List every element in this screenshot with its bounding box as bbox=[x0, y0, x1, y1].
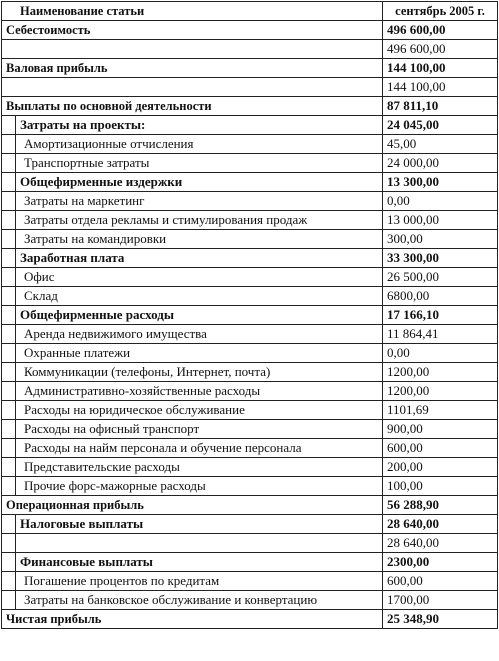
row-value: 87 811,10 bbox=[383, 97, 498, 116]
row-name: Заработная плата bbox=[16, 249, 383, 268]
column-header-name: Наименование статьи bbox=[2, 2, 383, 21]
row-name: Общефирменные издержки bbox=[16, 173, 383, 192]
row-indent bbox=[2, 515, 16, 534]
row-value: 1200,00 bbox=[383, 363, 498, 382]
row-indent bbox=[2, 192, 16, 211]
row-value: 144 100,00 bbox=[383, 59, 498, 78]
table-header-row bbox=[2, 2, 498, 21]
table-row bbox=[2, 420, 498, 439]
row-name: Расходы на офисный транспорт bbox=[16, 420, 383, 439]
table-row bbox=[2, 135, 498, 154]
row-indent bbox=[2, 591, 16, 610]
row-name: Амортизационные отчисления bbox=[16, 135, 383, 154]
budget-table bbox=[1, 1, 498, 629]
row-value: 0,00 bbox=[383, 192, 498, 211]
row-indent bbox=[2, 325, 16, 344]
row-value: 33 300,00 bbox=[383, 249, 498, 268]
table-row bbox=[2, 78, 498, 97]
row-value: 600,00 bbox=[383, 439, 498, 458]
row-indent bbox=[2, 534, 16, 553]
row-value: 1200,00 bbox=[383, 382, 498, 401]
row-value: 45,00 bbox=[383, 135, 498, 154]
row-indent bbox=[2, 572, 16, 591]
row-indent bbox=[2, 458, 16, 477]
table-row bbox=[2, 268, 498, 287]
table-row bbox=[2, 363, 498, 382]
row-value: 2300,00 bbox=[383, 553, 498, 572]
row-name: Офис bbox=[16, 268, 383, 287]
row-name: Аренда недвижимого имущества bbox=[16, 325, 383, 344]
row-name: Административно-хозяйственные расходы bbox=[16, 382, 383, 401]
table-row bbox=[2, 496, 498, 515]
row-name: Операционная прибыль bbox=[2, 496, 383, 515]
table-row bbox=[2, 173, 498, 192]
table-row bbox=[2, 439, 498, 458]
row-value: 13 000,00 bbox=[383, 211, 498, 230]
row-value: 300,00 bbox=[383, 230, 498, 249]
row-name: Затраты отдела рекламы и стимулирования продаж bbox=[16, 211, 383, 230]
row-indent bbox=[2, 230, 16, 249]
row-indent bbox=[2, 154, 16, 173]
table-row bbox=[2, 230, 498, 249]
row-name bbox=[16, 534, 383, 553]
row-value: 1700,00 bbox=[383, 591, 498, 610]
row-name: Прочие форс-мажорные расходы bbox=[16, 477, 383, 496]
row-name bbox=[2, 40, 383, 59]
table-row bbox=[2, 249, 498, 268]
row-indent bbox=[2, 116, 16, 135]
table-row bbox=[2, 40, 498, 59]
table-row bbox=[2, 382, 498, 401]
row-indent bbox=[2, 306, 16, 325]
table-row bbox=[2, 325, 498, 344]
row-value: 25 348,90 bbox=[383, 610, 498, 629]
row-name: Расходы на найм персонала и обучение персонала bbox=[16, 439, 383, 458]
row-name: Затраты на банковское обслуживание и конвертацию bbox=[16, 591, 383, 610]
table-row bbox=[2, 97, 498, 116]
row-indent bbox=[2, 382, 16, 401]
row-name: Чистая прибыль bbox=[2, 610, 383, 629]
row-value: 900,00 bbox=[383, 420, 498, 439]
budget-table-body bbox=[2, 2, 498, 629]
row-name: Общефирменные расходы bbox=[16, 306, 383, 325]
row-value: 100,00 bbox=[383, 477, 498, 496]
row-value: 56 288,90 bbox=[383, 496, 498, 515]
row-value: 6800,00 bbox=[383, 287, 498, 306]
table-row bbox=[2, 477, 498, 496]
row-name: Охранные платежи bbox=[16, 344, 383, 363]
row-value: 200,00 bbox=[383, 458, 498, 477]
row-indent bbox=[2, 439, 16, 458]
row-name: Финансовые выплаты bbox=[16, 553, 383, 572]
row-indent bbox=[2, 553, 16, 572]
table-row bbox=[2, 553, 498, 572]
row-value: 24 000,00 bbox=[383, 154, 498, 173]
table-row bbox=[2, 534, 498, 553]
row-value: 24 045,00 bbox=[383, 116, 498, 135]
row-indent bbox=[2, 420, 16, 439]
table-row bbox=[2, 515, 498, 534]
table-row bbox=[2, 21, 498, 40]
row-name: Себестоимость bbox=[2, 21, 383, 40]
row-indent bbox=[2, 135, 16, 154]
table-row bbox=[2, 211, 498, 230]
row-value: 0,00 bbox=[383, 344, 498, 363]
row-indent bbox=[2, 211, 16, 230]
row-name: Валовая прибыль bbox=[2, 59, 383, 78]
table-row bbox=[2, 610, 498, 629]
table-row bbox=[2, 154, 498, 173]
row-value: 496 600,00 bbox=[383, 21, 498, 40]
row-name bbox=[2, 78, 383, 97]
row-value: 600,00 bbox=[383, 572, 498, 591]
table-row bbox=[2, 591, 498, 610]
row-indent bbox=[2, 344, 16, 363]
row-name: Налоговые выплаты bbox=[16, 515, 383, 534]
row-name: Расходы на юридическое обслуживание bbox=[16, 401, 383, 420]
row-indent bbox=[2, 249, 16, 268]
row-name: Склад bbox=[16, 287, 383, 306]
row-value: 144 100,00 bbox=[383, 78, 498, 97]
row-value: 13 300,00 bbox=[383, 173, 498, 192]
table-row bbox=[2, 287, 498, 306]
table-row bbox=[2, 458, 498, 477]
row-indent bbox=[2, 268, 16, 287]
row-indent bbox=[2, 287, 16, 306]
row-name: Погашение процентов по кредитам bbox=[16, 572, 383, 591]
table-row bbox=[2, 59, 498, 78]
row-name: Затраты на командировки bbox=[16, 230, 383, 249]
row-value: 496 600,00 bbox=[383, 40, 498, 59]
row-name: Затраты на проекты: bbox=[16, 116, 383, 135]
row-name: Транспортные затраты bbox=[16, 154, 383, 173]
row-name: Представительские расходы bbox=[16, 458, 383, 477]
table-row bbox=[2, 572, 498, 591]
row-indent bbox=[2, 363, 16, 382]
table-row bbox=[2, 344, 498, 363]
table-row bbox=[2, 306, 498, 325]
row-value: 11 864,41 bbox=[383, 325, 498, 344]
row-indent bbox=[2, 477, 16, 496]
row-name: Коммуникации (телефоны, Интернет, почта) bbox=[16, 363, 383, 382]
row-value: 17 166,10 bbox=[383, 306, 498, 325]
row-indent bbox=[2, 401, 16, 420]
row-name: Затраты на маркетинг bbox=[16, 192, 383, 211]
row-value: 28 640,00 bbox=[383, 534, 498, 553]
row-value: 28 640,00 bbox=[383, 515, 498, 534]
row-name: Выплаты по основной деятельности bbox=[2, 97, 383, 116]
row-indent bbox=[2, 173, 16, 192]
table-row bbox=[2, 116, 498, 135]
table-row bbox=[2, 192, 498, 211]
row-value: 26 500,00 bbox=[383, 268, 498, 287]
row-value: 1101,69 bbox=[383, 401, 498, 420]
table-row bbox=[2, 401, 498, 420]
column-header-period: сентябрь 2005 г. bbox=[383, 2, 498, 21]
